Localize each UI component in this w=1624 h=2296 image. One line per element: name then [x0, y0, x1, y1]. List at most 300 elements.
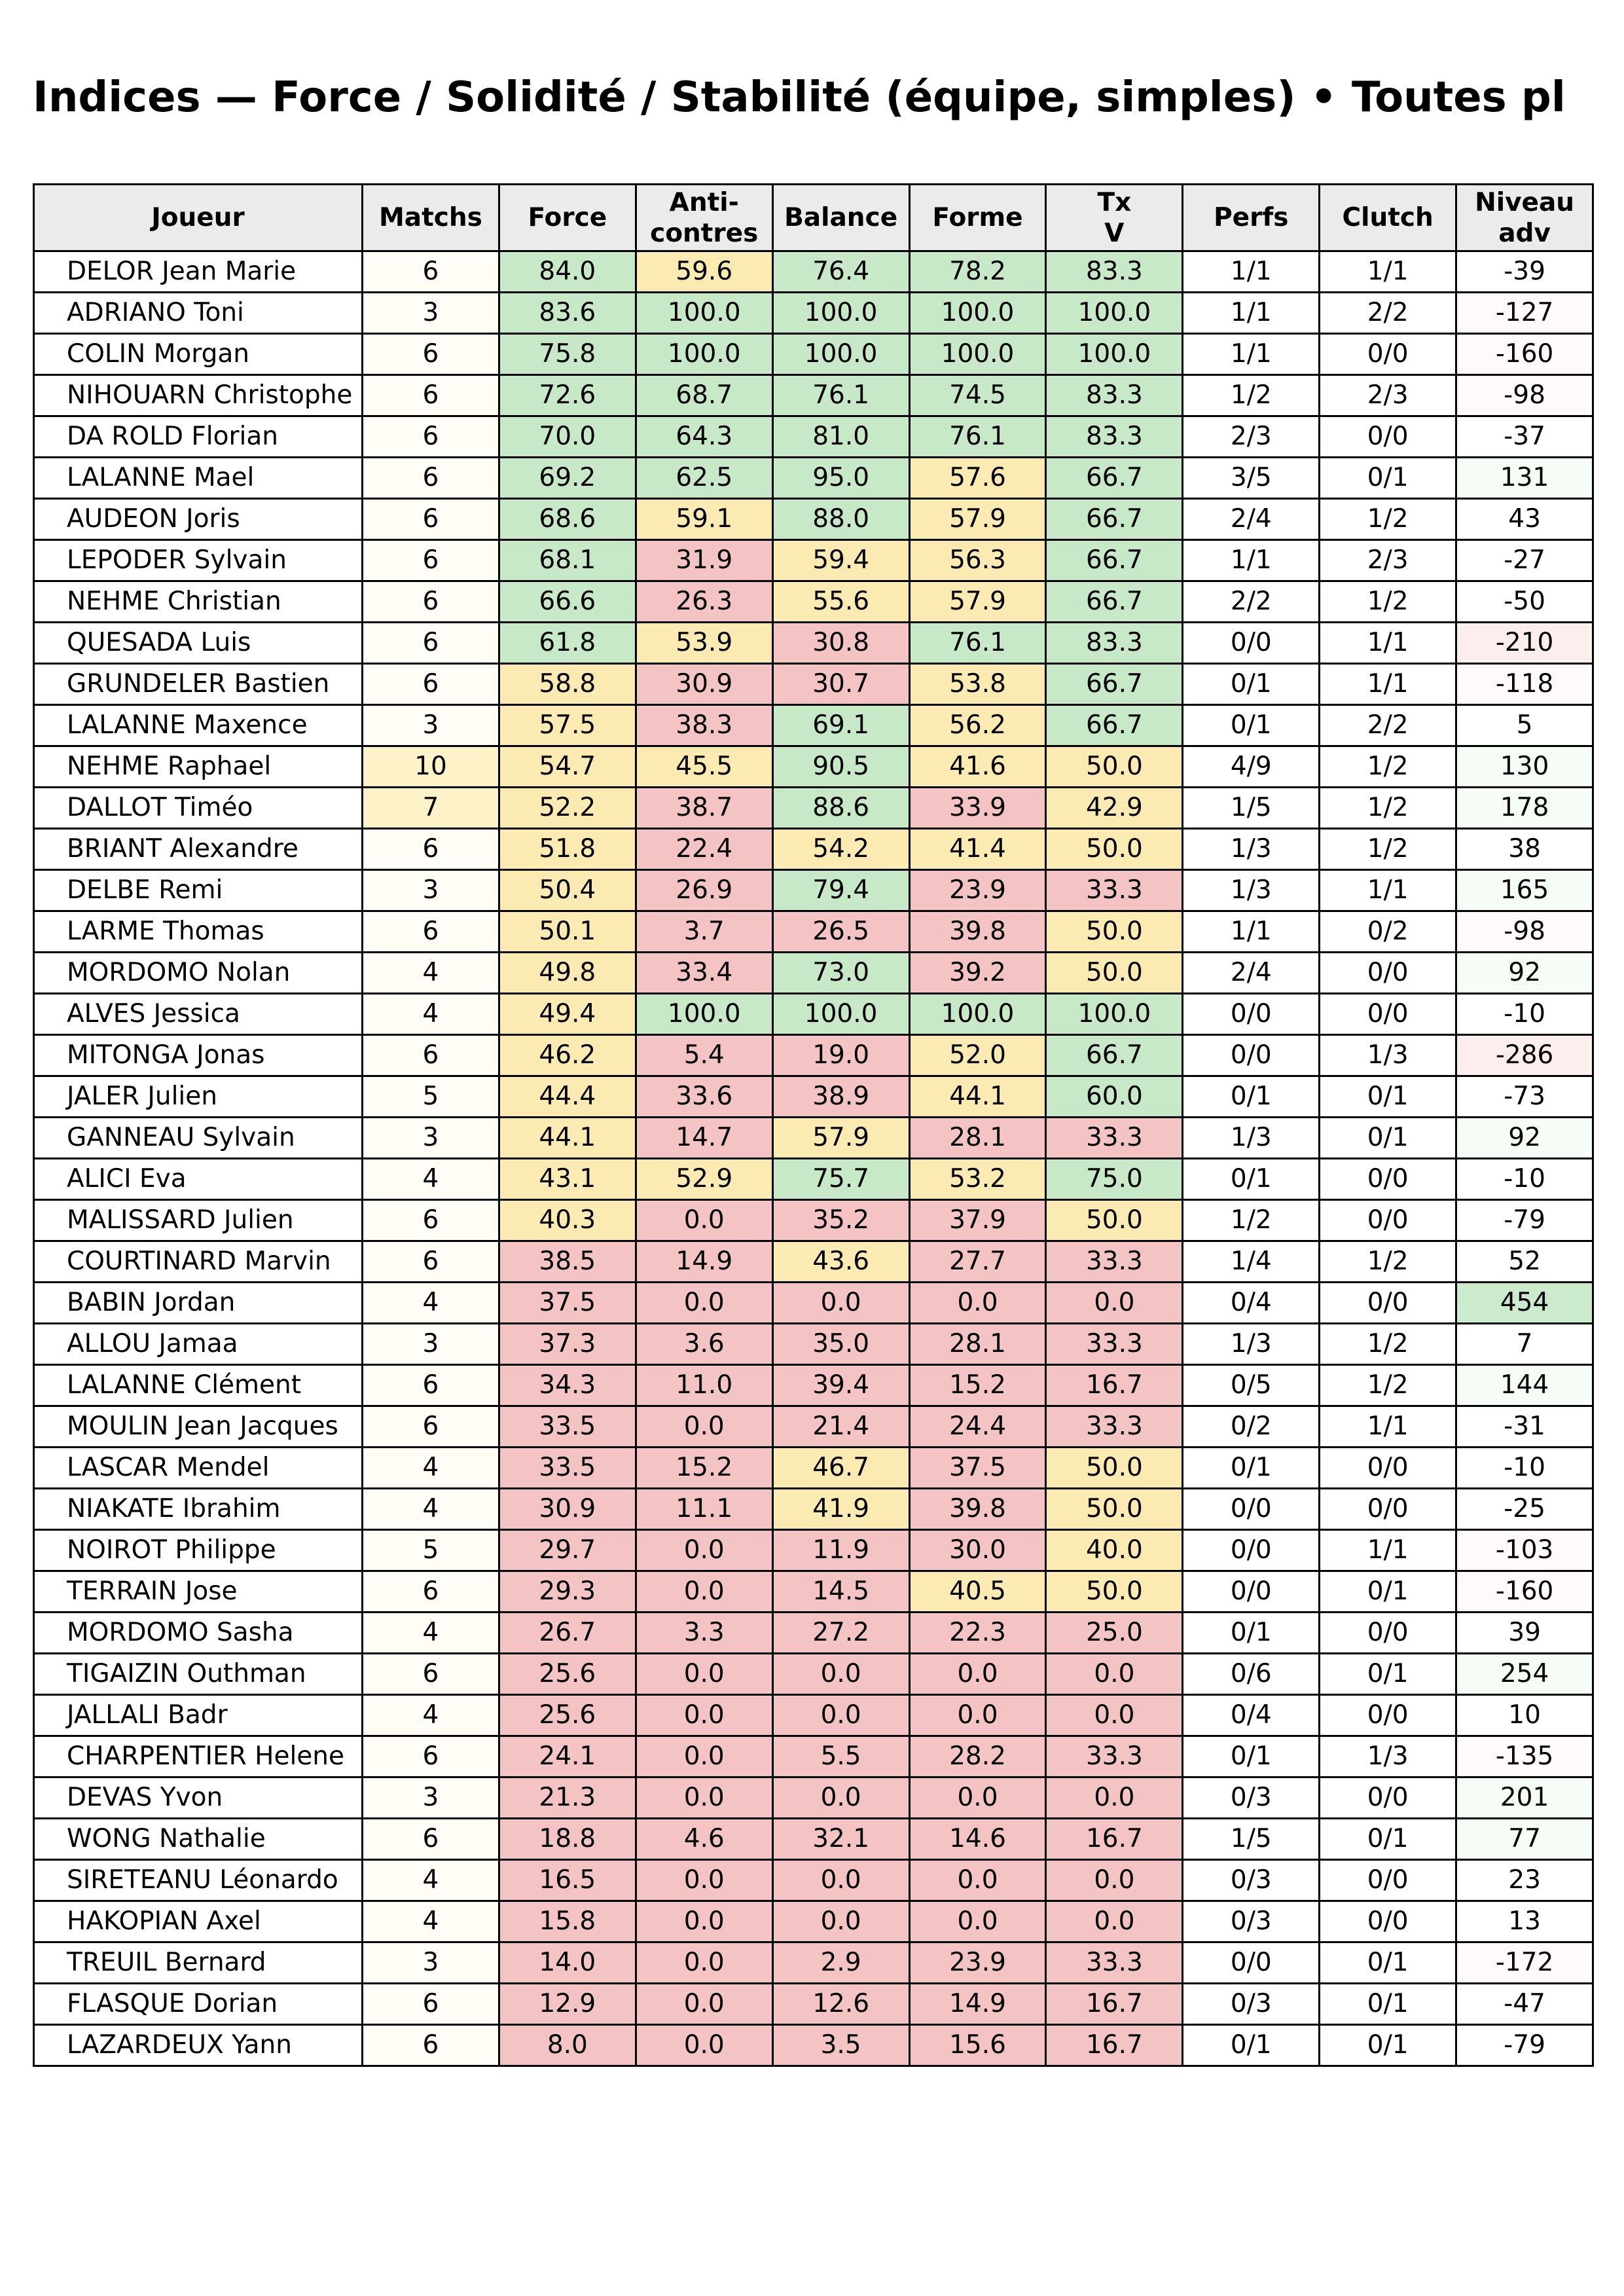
cell-niveau-adv: 92 — [1456, 1118, 1593, 1159]
cell-perfs: 1/1 — [1183, 911, 1320, 953]
cell-anti-contres: 15.2 — [636, 1448, 772, 1489]
cell-balance: 46.7 — [772, 1448, 909, 1489]
cell-balance: 11.9 — [772, 1530, 909, 1571]
cell-anti-contres: 4.6 — [636, 1819, 772, 1860]
cell-balance: 81.0 — [772, 416, 909, 458]
cell-matchs: 3 — [363, 1942, 499, 1984]
table-row — [34, 746, 1593, 788]
cell-anti-contres: 0.0 — [636, 1283, 772, 1324]
cell-niveau-adv: -31 — [1456, 1406, 1593, 1448]
cell-anti-contres: 64.3 — [636, 416, 772, 458]
cell-perfs: 1/3 — [1183, 1324, 1320, 1365]
cell-force: 68.1 — [499, 540, 636, 581]
cell-perfs: 0/0 — [1183, 1571, 1320, 1613]
cell-tx-v: 0.0 — [1046, 1901, 1183, 1942]
cell-joueur: MALISSARD Julien — [34, 1200, 363, 1241]
cell-forme: 76.1 — [909, 623, 1046, 664]
column-header-niveau-adv — [1456, 185, 1593, 251]
cell-clutch: 0/1 — [1320, 1984, 1456, 2025]
cell-anti-contres: 100.0 — [636, 334, 772, 375]
cell-joueur: COURTINARD Marvin — [34, 1241, 363, 1283]
cell-forme: 56.2 — [909, 705, 1046, 746]
cell-clutch: 0/0 — [1320, 1200, 1456, 1241]
cell-matchs: 6 — [363, 1365, 499, 1406]
cell-perfs: 0/2 — [1183, 1406, 1320, 1448]
table-row — [34, 1448, 1593, 1489]
cell-joueur: ALLOU Jamaa — [34, 1324, 363, 1365]
cell-anti-contres: 38.3 — [636, 705, 772, 746]
table-row — [34, 1613, 1593, 1654]
table-row — [34, 1324, 1593, 1365]
cell-tx-v: 33.3 — [1046, 1324, 1183, 1365]
cell-niveau-adv: -79 — [1456, 1200, 1593, 1241]
cell-perfs: 2/4 — [1183, 499, 1320, 540]
cell-clutch: 1/1 — [1320, 870, 1456, 911]
cell-tx-v: 66.7 — [1046, 705, 1183, 746]
cell-clutch: 0/1 — [1320, 1076, 1456, 1118]
cell-forme: 14.6 — [909, 1819, 1046, 1860]
cell-clutch: 1/3 — [1320, 1736, 1456, 1777]
table-row — [34, 1076, 1593, 1118]
cell-perfs: 0/0 — [1183, 1489, 1320, 1530]
cell-matchs: 6 — [363, 458, 499, 499]
cell-force: 14.0 — [499, 1942, 636, 1984]
cell-tx-v: 66.7 — [1046, 499, 1183, 540]
cell-clutch: 0/0 — [1320, 334, 1456, 375]
cell-joueur: DEVAS Yvon — [34, 1777, 363, 1819]
column-header-label: contres — [650, 218, 759, 248]
cell-forme: 44.1 — [909, 1076, 1046, 1118]
cell-force: 16.5 — [499, 1860, 636, 1901]
cell-balance: 12.6 — [772, 1984, 909, 2025]
cell-tx-v: 50.0 — [1046, 953, 1183, 994]
column-header-matchs — [363, 185, 499, 251]
cell-tx-v: 25.0 — [1046, 1613, 1183, 1654]
cell-force: 29.3 — [499, 1571, 636, 1613]
cell-tx-v: 75.0 — [1046, 1159, 1183, 1200]
cell-clutch: 0/1 — [1320, 1942, 1456, 1984]
cell-perfs: 2/3 — [1183, 416, 1320, 458]
cell-balance: 55.6 — [772, 581, 909, 623]
cell-anti-contres: 0.0 — [636, 1530, 772, 1571]
column-header-label: Matchs — [379, 203, 482, 232]
cell-balance: 69.1 — [772, 705, 909, 746]
table-row — [34, 581, 1593, 623]
cell-perfs: 0/0 — [1183, 1942, 1320, 1984]
column-header-label: Balance — [784, 203, 898, 232]
cell-anti-contres: 0.0 — [636, 1571, 772, 1613]
cell-balance: 26.5 — [772, 911, 909, 953]
cell-niveau-adv: 5 — [1456, 705, 1593, 746]
cell-forme: 24.4 — [909, 1406, 1046, 1448]
cell-niveau-adv: 131 — [1456, 458, 1593, 499]
cell-matchs: 6 — [363, 334, 499, 375]
cell-perfs: 2/4 — [1183, 953, 1320, 994]
cell-forme: 37.9 — [909, 1200, 1046, 1241]
cell-perfs: 0/1 — [1183, 664, 1320, 705]
cell-matchs: 6 — [363, 251, 499, 293]
cell-forme: 33.9 — [909, 788, 1046, 829]
cell-matchs: 10 — [363, 746, 499, 788]
cell-clutch: 2/2 — [1320, 293, 1456, 334]
cell-perfs: 1/5 — [1183, 788, 1320, 829]
cell-force: 61.8 — [499, 623, 636, 664]
cell-matchs: 4 — [363, 1283, 499, 1324]
cell-anti-contres: 3.3 — [636, 1613, 772, 1654]
table-row — [34, 664, 1593, 705]
cell-niveau-adv: 254 — [1456, 1654, 1593, 1695]
cell-forme: 15.2 — [909, 1365, 1046, 1406]
table-row — [34, 623, 1593, 664]
cell-joueur: LALANNE Maxence — [34, 705, 363, 746]
cell-force: 8.0 — [499, 2025, 636, 2066]
column-header-label: Tx — [1097, 187, 1132, 217]
cell-anti-contres: 30.9 — [636, 664, 772, 705]
cell-balance: 100.0 — [772, 334, 909, 375]
cell-niveau-adv: -47 — [1456, 1984, 1593, 2025]
cell-anti-contres: 0.0 — [636, 1695, 772, 1736]
cell-tx-v: 16.7 — [1046, 1984, 1183, 2025]
cell-niveau-adv: -286 — [1456, 1035, 1593, 1076]
cell-force: 57.5 — [499, 705, 636, 746]
column-header-label: Forme — [932, 203, 1023, 232]
cell-clutch: 2/3 — [1320, 540, 1456, 581]
cell-tx-v: 33.3 — [1046, 1736, 1183, 1777]
cell-balance: 76.4 — [772, 251, 909, 293]
cell-perfs: 1/2 — [1183, 1200, 1320, 1241]
cell-joueur: TERRAIN Jose — [34, 1571, 363, 1613]
cell-niveau-adv: -118 — [1456, 664, 1593, 705]
cell-clutch: 1/2 — [1320, 581, 1456, 623]
cell-force: 29.7 — [499, 1530, 636, 1571]
cell-forme: 57.9 — [909, 499, 1046, 540]
cell-tx-v: 50.0 — [1046, 1448, 1183, 1489]
table-row — [34, 1654, 1593, 1695]
cell-balance: 76.1 — [772, 375, 909, 416]
cell-joueur: GANNEAU Sylvain — [34, 1118, 363, 1159]
cell-anti-contres: 0.0 — [636, 1777, 772, 1819]
table-row — [34, 1777, 1593, 1819]
cell-matchs: 6 — [363, 581, 499, 623]
cell-clutch: 1/2 — [1320, 1324, 1456, 1365]
column-header-balance — [772, 185, 909, 251]
cell-perfs: 3/5 — [1183, 458, 1320, 499]
cell-matchs: 6 — [363, 1241, 499, 1283]
cell-clutch: 0/0 — [1320, 1777, 1456, 1819]
cell-matchs: 4 — [363, 994, 499, 1035]
cell-matchs: 4 — [363, 1695, 499, 1736]
cell-tx-v: 66.7 — [1046, 458, 1183, 499]
cell-tx-v: 16.7 — [1046, 1365, 1183, 1406]
cell-matchs: 4 — [363, 1901, 499, 1942]
cell-joueur: ALVES Jessica — [34, 994, 363, 1035]
table-row — [34, 829, 1593, 870]
cell-force: 49.8 — [499, 953, 636, 994]
cell-forme: 28.1 — [909, 1118, 1046, 1159]
cell-matchs: 6 — [363, 1571, 499, 1613]
cell-tx-v: 0.0 — [1046, 1695, 1183, 1736]
cell-balance: 73.0 — [772, 953, 909, 994]
cell-balance: 38.9 — [772, 1076, 909, 1118]
cell-niveau-adv: 92 — [1456, 953, 1593, 994]
cell-balance: 5.5 — [772, 1736, 909, 1777]
cell-joueur: BABIN Jordan — [34, 1283, 363, 1324]
cell-clutch: 2/2 — [1320, 705, 1456, 746]
cell-perfs: 0/4 — [1183, 1283, 1320, 1324]
cell-clutch: 1/1 — [1320, 623, 1456, 664]
cell-matchs: 4 — [363, 1489, 499, 1530]
cell-force: 70.0 — [499, 416, 636, 458]
cell-balance: 0.0 — [772, 1777, 909, 1819]
cell-balance: 35.0 — [772, 1324, 909, 1365]
table-row — [34, 1365, 1593, 1406]
cell-force: 25.6 — [499, 1654, 636, 1695]
cell-matchs: 6 — [363, 911, 499, 953]
cell-balance: 30.7 — [772, 664, 909, 705]
cell-perfs: 0/0 — [1183, 994, 1320, 1035]
cell-forme: 100.0 — [909, 994, 1046, 1035]
cell-forme: 28.1 — [909, 1324, 1046, 1365]
table-row — [34, 953, 1593, 994]
cell-perfs: 0/3 — [1183, 1984, 1320, 2025]
cell-anti-contres: 11.0 — [636, 1365, 772, 1406]
cell-tx-v: 50.0 — [1046, 1489, 1183, 1530]
cell-clutch: 0/1 — [1320, 1819, 1456, 1860]
column-header-label: Anti- — [669, 187, 739, 217]
cell-balance: 100.0 — [772, 293, 909, 334]
cell-forme: 30.0 — [909, 1530, 1046, 1571]
cell-matchs: 3 — [363, 293, 499, 334]
cell-forme: 53.8 — [909, 664, 1046, 705]
column-header-clutch — [1320, 185, 1456, 251]
cell-clutch: 1/1 — [1320, 1406, 1456, 1448]
cell-joueur: DA ROLD Florian — [34, 416, 363, 458]
cell-niveau-adv: 77 — [1456, 1819, 1593, 1860]
cell-tx-v: 50.0 — [1046, 1571, 1183, 1613]
cell-force: 72.6 — [499, 375, 636, 416]
cell-anti-contres: 100.0 — [636, 994, 772, 1035]
table-row — [34, 870, 1593, 911]
cell-force: 37.3 — [499, 1324, 636, 1365]
table-row — [34, 1035, 1593, 1076]
cell-niveau-adv: 23 — [1456, 1860, 1593, 1901]
table-row — [34, 1489, 1593, 1530]
cell-anti-contres: 3.6 — [636, 1324, 772, 1365]
table-row — [34, 499, 1593, 540]
cell-force: 40.3 — [499, 1200, 636, 1241]
cell-tx-v: 50.0 — [1046, 829, 1183, 870]
cell-balance: 2.9 — [772, 1942, 909, 1984]
cell-niveau-adv: 165 — [1456, 870, 1593, 911]
table-row — [34, 994, 1593, 1035]
cell-matchs: 6 — [363, 1984, 499, 2025]
cell-clutch: 0/0 — [1320, 1901, 1456, 1942]
cell-niveau-adv: 454 — [1456, 1283, 1593, 1324]
cell-joueur: COLIN Morgan — [34, 334, 363, 375]
cell-clutch: 1/2 — [1320, 1241, 1456, 1283]
column-header-joueur — [34, 185, 363, 251]
cell-force: 26.7 — [499, 1613, 636, 1654]
cell-forme: 28.2 — [909, 1736, 1046, 1777]
cell-balance: 3.5 — [772, 2025, 909, 2066]
cell-clutch: 1/1 — [1320, 251, 1456, 293]
cell-niveau-adv: -98 — [1456, 911, 1593, 953]
cell-tx-v: 0.0 — [1046, 1283, 1183, 1324]
cell-niveau-adv: -10 — [1456, 1448, 1593, 1489]
cell-anti-contres: 14.7 — [636, 1118, 772, 1159]
table-row — [34, 251, 1593, 293]
cell-perfs: 0/3 — [1183, 1860, 1320, 1901]
column-header-label: V — [1104, 218, 1125, 248]
cell-forme: 56.3 — [909, 540, 1046, 581]
cell-force: 54.7 — [499, 746, 636, 788]
table-row — [34, 705, 1593, 746]
stats-table — [33, 183, 1594, 2067]
cell-forme: 78.2 — [909, 251, 1046, 293]
cell-matchs: 6 — [363, 1736, 499, 1777]
cell-joueur: LAZARDEUX Yann — [34, 2025, 363, 2066]
cell-balance: 59.4 — [772, 540, 909, 581]
cell-joueur: HAKOPIAN Axel — [34, 1901, 363, 1942]
cell-balance: 14.5 — [772, 1571, 909, 1613]
column-header-label: adv — [1498, 218, 1551, 248]
cell-anti-contres: 33.4 — [636, 953, 772, 994]
cell-anti-contres: 5.4 — [636, 1035, 772, 1076]
cell-clutch: 0/0 — [1320, 953, 1456, 994]
cell-joueur: ALICI Eva — [34, 1159, 363, 1200]
cell-balance: 54.2 — [772, 829, 909, 870]
cell-force: 51.8 — [499, 829, 636, 870]
cell-matchs: 3 — [363, 870, 499, 911]
cell-clutch: 1/3 — [1320, 1035, 1456, 1076]
cell-forme: 23.9 — [909, 870, 1046, 911]
cell-niveau-adv: 13 — [1456, 1901, 1593, 1942]
table-row — [34, 334, 1593, 375]
table-row — [34, 1819, 1593, 1860]
cell-tx-v: 0.0 — [1046, 1860, 1183, 1901]
cell-balance: 88.0 — [772, 499, 909, 540]
cell-clutch: 0/0 — [1320, 1448, 1456, 1489]
cell-perfs: 0/1 — [1183, 1159, 1320, 1200]
cell-tx-v: 50.0 — [1046, 746, 1183, 788]
cell-forme: 40.5 — [909, 1571, 1046, 1613]
cell-forme: 100.0 — [909, 334, 1046, 375]
cell-force: 15.8 — [499, 1901, 636, 1942]
cell-tx-v: 0.0 — [1046, 1777, 1183, 1819]
cell-forme: 0.0 — [909, 1695, 1046, 1736]
cell-balance: 0.0 — [772, 1901, 909, 1942]
cell-matchs: 5 — [363, 1076, 499, 1118]
cell-forme: 53.2 — [909, 1159, 1046, 1200]
cell-perfs: 4/9 — [1183, 746, 1320, 788]
cell-force: 25.6 — [499, 1695, 636, 1736]
cell-balance: 32.1 — [772, 1819, 909, 1860]
cell-niveau-adv: 178 — [1456, 788, 1593, 829]
table-header — [34, 185, 1593, 251]
cell-niveau-adv: -172 — [1456, 1942, 1593, 1984]
column-header-label: Clutch — [1342, 203, 1434, 232]
cell-perfs: 0/5 — [1183, 1365, 1320, 1406]
table-row — [34, 1984, 1593, 2025]
cell-perfs: 1/2 — [1183, 375, 1320, 416]
cell-forme: 0.0 — [909, 1654, 1046, 1695]
cell-matchs: 4 — [363, 953, 499, 994]
cell-clutch: 1/2 — [1320, 829, 1456, 870]
cell-matchs: 3 — [363, 705, 499, 746]
cell-balance: 39.4 — [772, 1365, 909, 1406]
table-row — [34, 911, 1593, 953]
cell-anti-contres: 31.9 — [636, 540, 772, 581]
cell-clutch: 1/2 — [1320, 1365, 1456, 1406]
cell-balance: 0.0 — [772, 1654, 909, 1695]
cell-perfs: 1/1 — [1183, 293, 1320, 334]
cell-force: 12.9 — [499, 1984, 636, 2025]
cell-anti-contres: 22.4 — [636, 829, 772, 870]
cell-forme: 41.6 — [909, 746, 1046, 788]
cell-perfs: 1/4 — [1183, 1241, 1320, 1283]
table-row — [34, 2025, 1593, 2066]
cell-matchs: 4 — [363, 1159, 499, 1200]
table-row — [34, 293, 1593, 334]
cell-tx-v: 100.0 — [1046, 293, 1183, 334]
cell-perfs: 1/3 — [1183, 829, 1320, 870]
cell-tx-v: 33.3 — [1046, 870, 1183, 911]
cell-niveau-adv: -10 — [1456, 1159, 1593, 1200]
cell-perfs: 1/5 — [1183, 1819, 1320, 1860]
column-header-tx-v — [1046, 185, 1183, 251]
cell-forme: 15.6 — [909, 2025, 1046, 2066]
cell-tx-v: 100.0 — [1046, 334, 1183, 375]
cell-tx-v: 66.7 — [1046, 540, 1183, 581]
cell-joueur: NIAKATE Ibrahim — [34, 1489, 363, 1530]
cell-niveau-adv: -160 — [1456, 334, 1593, 375]
cell-matchs: 6 — [363, 540, 499, 581]
cell-clutch: 0/0 — [1320, 416, 1456, 458]
cell-balance: 0.0 — [772, 1283, 909, 1324]
cell-tx-v: 66.7 — [1046, 581, 1183, 623]
cell-force: 50.1 — [499, 911, 636, 953]
cell-anti-contres: 52.9 — [636, 1159, 772, 1200]
cell-forme: 23.9 — [909, 1942, 1046, 1984]
cell-joueur: FLASQUE Dorian — [34, 1984, 363, 2025]
cell-joueur: LALANNE Clément — [34, 1365, 363, 1406]
cell-perfs: 1/1 — [1183, 540, 1320, 581]
table-row — [34, 788, 1593, 829]
cell-joueur: WONG Nathalie — [34, 1819, 363, 1860]
cell-clutch: 0/0 — [1320, 1860, 1456, 1901]
cell-forme: 39.2 — [909, 953, 1046, 994]
table-row — [34, 1283, 1593, 1324]
cell-joueur: LALANNE Mael — [34, 458, 363, 499]
cell-niveau-adv: 39 — [1456, 1613, 1593, 1654]
cell-force: 30.9 — [499, 1489, 636, 1530]
cell-anti-contres: 45.5 — [636, 746, 772, 788]
cell-forme: 14.9 — [909, 1984, 1046, 2025]
cell-forme: 74.5 — [909, 375, 1046, 416]
table-row — [34, 1159, 1593, 1200]
cell-balance: 88.6 — [772, 788, 909, 829]
cell-force: 46.2 — [499, 1035, 636, 1076]
cell-matchs: 6 — [363, 2025, 499, 2066]
cell-anti-contres: 100.0 — [636, 293, 772, 334]
cell-clutch: 0/0 — [1320, 1489, 1456, 1530]
cell-force: 18.8 — [499, 1819, 636, 1860]
cell-forme: 0.0 — [909, 1777, 1046, 1819]
cell-joueur: MITONGA Jonas — [34, 1035, 363, 1076]
cell-joueur: CHARPENTIER Helene — [34, 1736, 363, 1777]
cell-joueur: NEHME Raphael — [34, 746, 363, 788]
cell-forme: 27.7 — [909, 1241, 1046, 1283]
